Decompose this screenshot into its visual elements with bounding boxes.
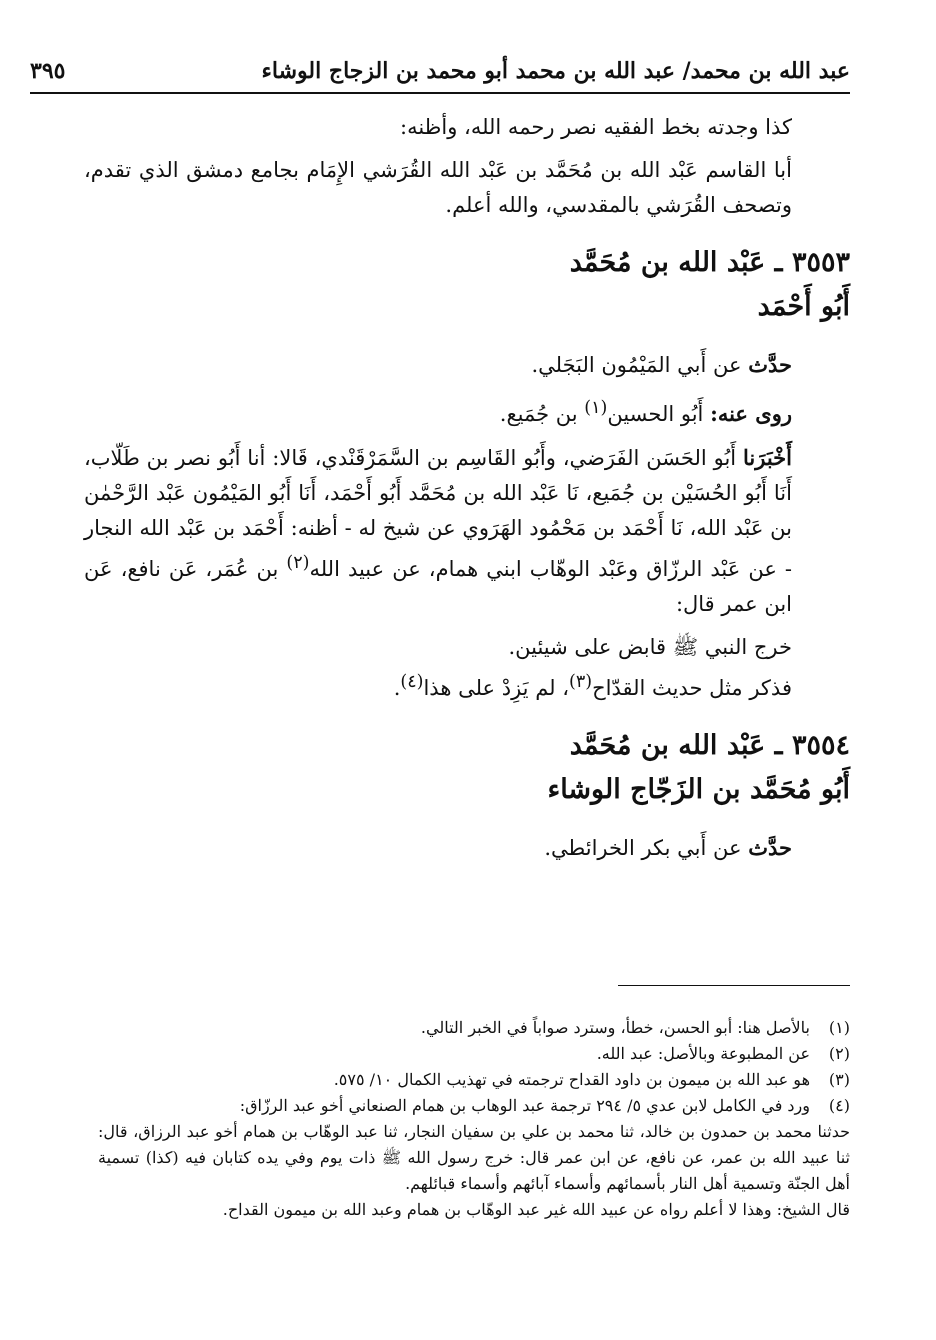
hadath-text: عن أَبي المَيْمُون البَجَلي.	[531, 353, 749, 377]
rawa-text: أَبُو الحسين	[607, 402, 711, 426]
matn-line-1: خرج النبي ﷺ قابض على شيئين.	[508, 635, 792, 659]
entry-heading-3554: ٣٥٥٤ ـ عَبْد الله بن مُحَمَّد	[569, 730, 850, 761]
footnote-continuation-2: قال الشيخ: وهذا لا أعلم رواه عن عبيد الله غير عبد الوهّاب بن همام وعبد الله بن ميمون القداح.	[222, 1200, 850, 1219]
akhbarana-keyword: أَخْبَرَنا	[743, 445, 792, 470]
footnote-item	[98, 1041, 850, 1067]
entry-kunya-3554: أَبُو مُحَمَّد بن الزَجّاج الوشاء	[547, 774, 850, 805]
hadath-line-3553	[84, 347, 850, 383]
hadath-keyword: حدَّث	[748, 352, 792, 377]
entry-kunya-3553: أَبُو أَحْمَد	[757, 291, 850, 322]
matn-line-2	[84, 665, 850, 706]
footnote-number: (٣)	[828, 1070, 850, 1089]
footnotes	[98, 1015, 850, 1223]
paragraph-intro: كذا وجدته بخط الفقيه نصر رحمه الله، وأظنه:	[400, 115, 792, 139]
matn2-text-b: ، لم يَزِدْ على هذا	[423, 676, 570, 700]
footnote-ref-3: (٣)	[569, 672, 593, 692]
page-number: ٣٩٥	[30, 58, 66, 84]
entry-heading-3553: ٣٥٥٣ ـ عَبْد الله بن مُحَمَّد	[569, 247, 850, 278]
isnad-text-b: بن عُمَر، عَن نافع، عَن ابن عمر قال:	[84, 557, 792, 616]
page-header	[30, 52, 850, 94]
rawa-after: بن جُمَيع.	[499, 402, 585, 426]
rawa-keyword: روى عنه:	[710, 401, 792, 426]
footnote-item	[98, 1015, 850, 1041]
footnote-number: (٢)	[828, 1044, 850, 1063]
footnote-text: هو عبد الله بن ميمون بن داود القداح ترجمته في تهذيب الكمال ١٠/ ٥٧٥.	[333, 1070, 810, 1089]
main-text	[84, 110, 850, 866]
hadath-line-3554	[84, 830, 850, 866]
hadath-keyword-2: حدَّث	[748, 835, 792, 860]
footnote-ref-4: (٤)	[400, 672, 424, 692]
footnote-continuation-1: حدثنا محمد بن حمدون بن خالد، ثنا محمد بن علي بن سفيان النجار، ثنا عبد الوهّاب بن همام أخو عبد الرزاق، قال: ثنا عبيد الله بن عمر، عن نافع، عن ابن عمر قال: خرج رسول الله ﷺ ذات يوم وفي يده كتابان فيه (كذا) تسمية أهل الجنّة وتسمية أهل النار بأسمائهم وأسماء آبائهم وأسماء قبائلهم.	[98, 1122, 850, 1193]
isnad-text-a: أَبُو الحَسَن الفَرَضي، وأَبُو القَاسِم بن السَّمَرْقَنْدي، قَالا: أنا أَبُو نصر بن طَلّاب، أَنَا أَبُو الحُسَيْن بن جُمَيع، نَا عَبْد الله بن مُحَمَّد أَبُو أَحْمَد، أَنَا أَبُو المَيْمُون عَبْد الرَّحْمٰن بن عَبْد الله، نَا أَحْمَد بن مَحْمُود الهَرَوي عن شيخ له - أظنه: أَحْمَد بن عَبْد الله النجار - عن عَبْد الرزّاق وعَبْد الوهّاب ابني همام، عن عبيد الله	[84, 446, 792, 581]
footnote-item	[98, 1093, 850, 1119]
isnad-paragraph	[84, 440, 850, 622]
footnote-separator	[618, 985, 850, 986]
paragraph-identification: أبا القاسم عَبْد الله بن مُحَمَّد بن عَبْد الله القُرَشي الإِمَام بجامع دمشق الذي تقدم، وتصحف القُرَشي بالمقدسي، والله أعلم.	[84, 158, 792, 217]
footnote-text: بالأصل هنا: أبو الحسن، خطأ، وسترد صواباً في الخبر التالي.	[420, 1018, 810, 1037]
footnote-text: عن المطبوعة وبالأصل: عبد الله.	[596, 1044, 810, 1063]
matn2-text-c: .	[393, 676, 401, 700]
rawa-line-3553	[84, 391, 850, 432]
footnote-number: (١)	[828, 1018, 850, 1037]
hadath-text-2: عن أَبي بكر الخرائطي.	[544, 836, 749, 860]
running-head: عبد الله بن محمد/ عبد الله بن محمد أبو محمد بن الزجاج الوشاء	[261, 58, 850, 84]
footnote-number: (٤)	[828, 1096, 850, 1115]
matn2-text-a: فذكر مثل حديث القدّاح	[592, 676, 792, 700]
footnote-ref-2: (٢)	[286, 553, 310, 573]
footnote-item	[98, 1067, 850, 1093]
footnote-text: ورد في الكامل لابن عدي ٥/ ٢٩٤ ترجمة عبد الوهاب بن همام الصنعاني أخو عبد الرزّاق:	[239, 1096, 810, 1115]
footnote-ref-1: (١)	[584, 398, 608, 418]
